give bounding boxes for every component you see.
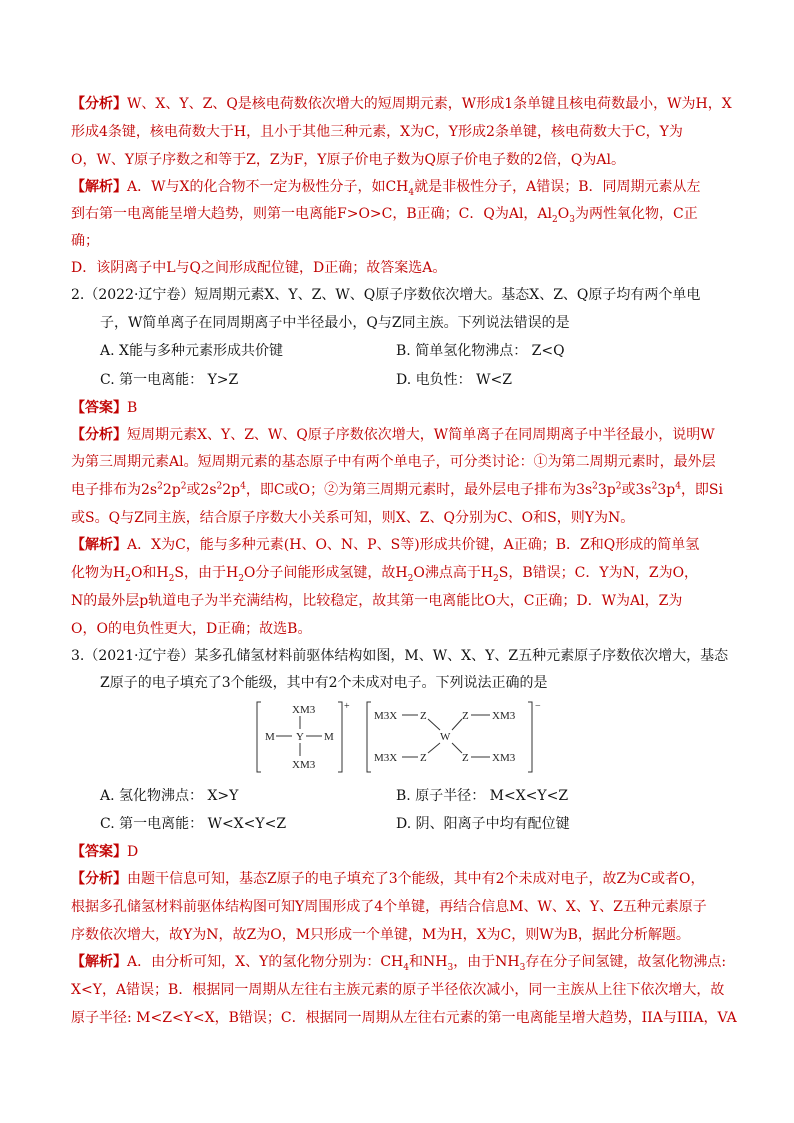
q2-analysis-text-2: 为第三周期元素Al。短周期元素的基态原子中有两个单电子，可分类讨论：①为第二周期元素时，最外层 — [71, 454, 716, 470]
text: 和NH — [408, 954, 448, 970]
text: 电子排布为2s — [71, 482, 158, 498]
option-text: B. 原子半径： M<X<Y<Z — [396, 788, 569, 804]
subscript: 3 — [447, 962, 454, 973]
q1-explain-line-2 — [71, 204, 698, 224]
q2-analysis-line-3 — [71, 480, 723, 500]
q2-explain-line-4 — [71, 619, 311, 639]
q2-explain-text-1: A．X为C，能与多种元素(H、O、N、P、S等)形成共价键，A正确；B．Z和Q形成的简单氢 — [127, 537, 700, 553]
q3-explain-line-3 — [71, 1008, 737, 1028]
text: 2p — [222, 482, 241, 498]
q2-stem-line-1 — [71, 285, 700, 305]
bond — [452, 719, 462, 730]
q3-explain-line-1 — [71, 952, 726, 972]
text: 2p — [162, 482, 181, 498]
q1-explain-text-4: D．该阴离子中L与Q之间形成配位键，D正确；故答案选A。 — [71, 260, 447, 276]
text: 存在分子间氢键，故氢化物沸点: — [525, 954, 727, 970]
subscript: 3 — [569, 214, 575, 225]
subscript: 2 — [238, 573, 244, 584]
q3-stem-line-1 — [71, 646, 728, 666]
superscript: 2 — [615, 481, 622, 492]
option-text: D. 阴、阳离子中均有配位键 — [396, 816, 570, 832]
q3-analysis-text-3: 序数依次增大，故Y为N，故Z为O，M只形成一个单键，M为H，X为C，则W为B，据此分析解题。 — [71, 927, 690, 943]
q2-explain-text-3: N的最外层p轨道电子为半充满结构，比较稳定，故其第一电离能比O大，C正确；D．W为Al，Z为 — [71, 593, 683, 609]
q2-answer-line — [71, 398, 137, 418]
subscript: 2 — [125, 573, 131, 584]
q1-analysis-line-1 — [71, 94, 732, 114]
q2-explain-text-4: O，O的电负性更大，D正确；故选B。 — [71, 621, 312, 637]
text: O分子间能形成氢键，故H — [243, 565, 408, 581]
q2-analysis-line-1 — [71, 425, 715, 445]
bond — [452, 743, 462, 753]
subscript: 2 — [168, 573, 175, 584]
anion-top-right-group: XM3 — [492, 710, 516, 722]
option-text: C. 第一电离能： Y>Z — [100, 372, 239, 388]
q3-explain-line-2 — [71, 980, 724, 1000]
explain-tag: 【解析】 — [71, 954, 127, 970]
anion-right-bracket — [528, 702, 532, 772]
text: S，由于H — [174, 565, 239, 581]
q2-option-b — [396, 341, 565, 361]
q2-analysis-line-2 — [71, 452, 716, 472]
cation-center-atom: Y — [296, 731, 304, 743]
option-text: D. 电负性： W<Z — [396, 372, 512, 388]
q2-stem-text-2: 子，W简单离子在同周期离子中半径最小，Q与Z同主族。下列说法错误的是 — [100, 315, 570, 331]
answer-tag: 【答案】 — [71, 400, 127, 416]
cation-right-atom: M — [324, 731, 334, 743]
q1-explain-text-3: 确； — [71, 233, 99, 249]
q3-explain-text-3: 原子半径: M<Z<Y<X，B错误；C．根据同一周期从左往右元素的第一电离能呈增大趋势，IIA与IIIA，VA — [71, 1010, 737, 1026]
q2-analysis-text-1: 短周期元素X、Y、Z、W、Q原子序数依次增大，W简单离子在同周期离子中半径最小，说明W — [127, 427, 715, 443]
anion-z-bottom-left: Z — [420, 752, 427, 764]
q3-option-a — [100, 786, 238, 806]
subscript: 3 — [519, 962, 526, 973]
q1-explain-text-2e: 为两性氧化物，C正 — [574, 206, 698, 222]
cation-top-group: XM3 — [292, 704, 316, 716]
anion-left-bracket — [367, 702, 371, 772]
cation-bottom-group: XM3 — [292, 759, 316, 771]
q1-explain-line-3 — [71, 231, 99, 251]
option-text: B. 简单氢化物沸点： Z<Q — [396, 343, 565, 359]
anion-z-bottom-right: Z — [462, 752, 469, 764]
superscript: 2 — [180, 481, 187, 492]
text: ，由于NH — [453, 954, 520, 970]
cation-left-atom: M — [265, 731, 275, 743]
subscript: 4 — [408, 187, 415, 198]
q3-analysis-line-2 — [71, 897, 707, 917]
q3-analysis-line-1 — [71, 869, 704, 889]
q3-answer-line — [71, 842, 138, 862]
option-text: A. 氢化物沸点： X>Y — [100, 788, 239, 804]
text: 或2s — [186, 482, 217, 498]
q1-analysis-text-1: W、X、Y、Z、Q是核电荷数依次增大的短周期元素，W形成1条单键且核电荷数最小，W为H，X — [127, 96, 732, 112]
option-text: A. X能与多种元素形成共价键 — [100, 343, 283, 359]
anion-z-top-left: Z — [420, 710, 427, 722]
q3-analysis-text-1: 由题干信息可知，基态Z原子的电子填充了3个能级，其中有2个未成对电子，故Z为C或者O， — [127, 871, 705, 887]
subscript: 4 — [403, 962, 409, 973]
cation-charge: + — [344, 701, 350, 712]
analysis-tag: 【分析】 — [71, 427, 127, 443]
q2-explain-line-3 — [71, 591, 682, 611]
q3-explain-text-2: X<Y，A错误；B．根据同一周期从左往右主族元素的原子半径依次减小，同一主族从上往下依次增大，故 — [71, 982, 725, 998]
q3-option-d — [396, 814, 570, 834]
q3-option-b — [396, 786, 568, 806]
q3-stem-text-2: Z原子的电子填充了3个能级，其中有2个未成对电子。下列说法正确的是 — [100, 675, 548, 691]
q1-explain-text-1c: 就是非极性分子，A错误；B．同周期元素从左 — [414, 179, 701, 195]
q1-explain-text-2c: O — [557, 206, 570, 222]
superscript: 4 — [675, 481, 681, 492]
analysis-tag: 【分析】 — [71, 96, 127, 112]
q1-explain-line-1 — [71, 177, 701, 197]
q1-analysis-text-3: O，W、Y原子序数之和等于Z，Z为F，Y原子价电子数为Q原子价电子数的2倍，Q为Al。 — [71, 152, 625, 168]
analysis-tag: 【分析】 — [71, 871, 127, 887]
q3-stem-line-2 — [100, 673, 548, 693]
q2-stem-line-2 — [100, 313, 570, 333]
q1-explain-line-4 — [71, 258, 446, 278]
superscript: 2 — [216, 481, 223, 492]
q2-option-d — [396, 370, 512, 390]
anion-charge: − — [535, 701, 541, 712]
superscript: 4 — [240, 481, 246, 492]
q2-explain-line-1 — [71, 535, 699, 555]
anion-top-left-group: M3X — [374, 710, 398, 722]
text: A．由分析可知，X、Y的氢化物分别为：CH — [127, 954, 404, 970]
text: 或3s — [621, 482, 652, 498]
text: O沸点高于H — [413, 565, 494, 581]
q2-answer: B — [127, 400, 138, 416]
superscript: 2 — [592, 481, 598, 492]
text: 化物为H — [71, 565, 126, 581]
anion-bottom-right-group: XM3 — [492, 752, 516, 764]
q1-analysis-line-3 — [71, 150, 625, 170]
q3-answer: D — [127, 844, 139, 860]
q3-analysis-text-2: 根据多孔储氢材料前驱体结构图可知Y周围形成了4个单键，再结合信息M、W、X、Y、Z五种元素原子 — [71, 899, 707, 915]
superscript: 2 — [651, 481, 658, 492]
text: O和H — [130, 565, 169, 581]
q3-analysis-line-3 — [71, 925, 690, 945]
explain-tag: 【解析】 — [71, 537, 127, 553]
anion-bottom-left-group: M3X — [374, 752, 398, 764]
explain-tag: 【解析】 — [71, 179, 127, 195]
bond — [428, 743, 440, 753]
q2-analysis-line-4 — [71, 508, 634, 528]
q1-analysis-text-2: 形成4条键，核电荷数大于H，且小于其他三种元素，X为C，Y形成2条单键，核电荷数大于C，Y为 — [71, 124, 683, 140]
q1-analysis-line-2 — [71, 122, 683, 142]
text: ，即Si — [680, 482, 724, 498]
subscript: 2 — [552, 214, 558, 225]
anion-center-atom: W — [440, 731, 451, 743]
text: S，B错误；C．Y为N，Z为O， — [498, 565, 699, 581]
subscript: 2 — [407, 573, 414, 584]
superscript: 2 — [157, 481, 163, 492]
anion-z-top-right: Z — [462, 710, 469, 722]
q2-option-c — [100, 370, 238, 390]
q3-option-c — [100, 814, 286, 834]
subscript: 2 — [493, 573, 499, 584]
text: 3p — [597, 482, 616, 498]
structure-diagram — [256, 698, 546, 776]
q1-explain-text-1a: A．W与X的化合物不一定为极性分子，如CH — [127, 179, 409, 195]
cation-left-bracket — [257, 702, 261, 772]
option-text: C. 第一电离能： W<X<Y<Z — [100, 816, 287, 832]
q2-option-a — [100, 341, 283, 361]
q2-explain-line-2 — [71, 563, 698, 583]
q2-stem-text-1: 2.（2022·辽宁卷）短周期元素X、Y、Z、W、Q原子序数依次增大。基态X、Z、Q原子均有两个单电 — [71, 287, 701, 303]
q2-analysis-text-4: 或S。Q与Z同主族，结合原子序数大小关系可知，则X、Z、Q分别为C、O和S，则Y为N。 — [71, 510, 635, 526]
q1-explain-text-2a: 到右第一电离能呈增大趋势，则第一电离能F>O>C，B正确；C．Q为Al，Al — [71, 206, 553, 222]
text: ，即C或O；②为第三周期元素时，最外层电子排布为3s — [245, 482, 593, 498]
bond — [428, 719, 440, 730]
q3-stem-text-1: 3.（2021·辽宁卷）某多孔储氢材料前驱体结构如图，M、W、X、Y、Z五种元素原子序数依次增大，基态 — [71, 648, 729, 664]
cation-right-bracket — [338, 702, 342, 772]
answer-tag: 【答案】 — [71, 844, 127, 860]
text: 3p — [657, 482, 676, 498]
